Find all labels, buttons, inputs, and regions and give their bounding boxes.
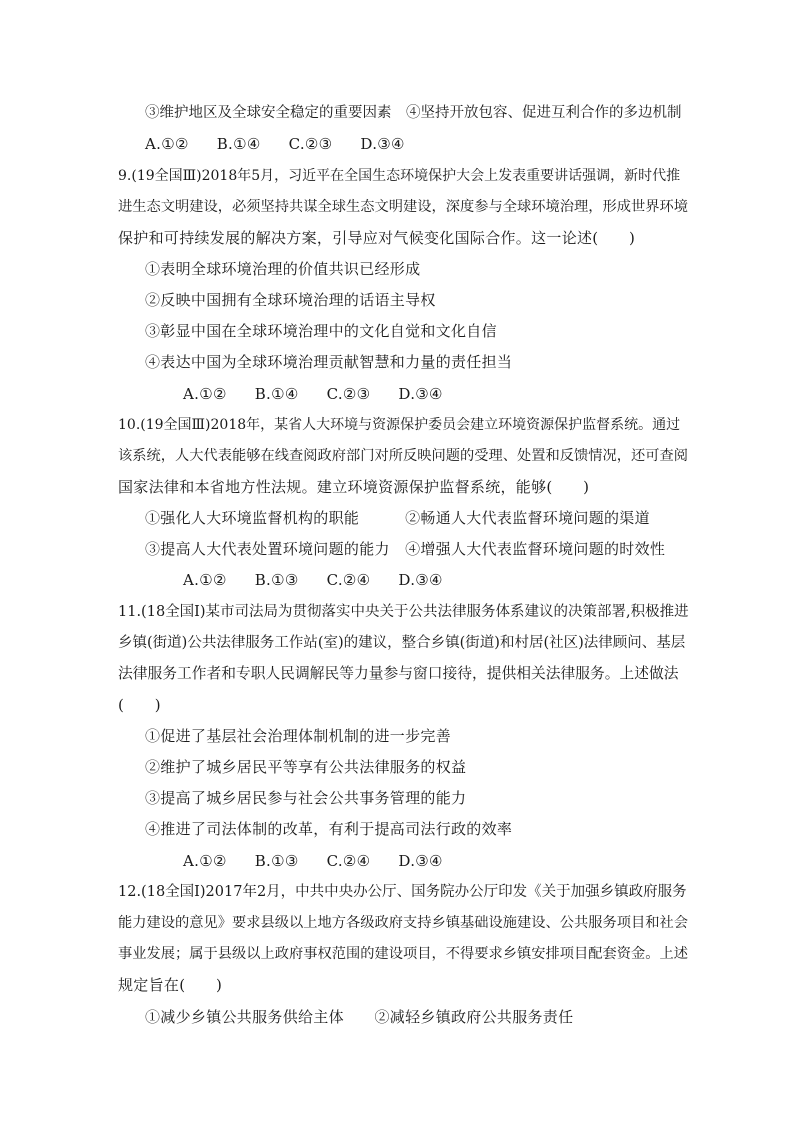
q12-stem-line: 规定旨在( ) bbox=[118, 976, 223, 994]
q8-answer-a: A.①② bbox=[145, 135, 189, 153]
q9-option: ④表达中国为全球环境治理贡献智慧和力量的责任担当 bbox=[145, 353, 513, 371]
q11-answer-d: D.③④ bbox=[398, 852, 443, 870]
q11-answer-row bbox=[183, 851, 471, 871]
q10-answer-a: A.①② bbox=[183, 571, 227, 589]
q9-answer-d: D.③④ bbox=[398, 385, 443, 403]
q10-answer-c: C.②④ bbox=[326, 571, 371, 589]
q12-stem-line: 能力建设的意见》要求县级以上地方各级政府支持乡镇基础设施建设、公共服务项目和社会 bbox=[118, 915, 689, 931]
q11-answer-c: C.②④ bbox=[326, 852, 371, 870]
q12-stem-line: 12.(18全国Ⅰ)2017年2月，中共中央办公厅、国务院办公厅印发《关于加强乡镇政府服务 bbox=[118, 884, 687, 900]
q9-answer-b: B.①④ bbox=[254, 385, 299, 403]
q11-option: ④推进了司法体制的改革，有利于提高司法行政的效率 bbox=[145, 820, 513, 838]
q11-answer-b: B.①③ bbox=[254, 852, 299, 870]
q9-answer-a: A.①② bbox=[183, 385, 227, 403]
q11-answer-a: A.①② bbox=[183, 852, 227, 870]
q11-option: ③提高了城乡居民参与社会公共事务管理的能力 bbox=[145, 789, 467, 807]
q8-answer-row bbox=[145, 134, 433, 154]
q10-stem-line: 该系统，人大代表能够在线查阅政府部门对所反映问题的受理、处置和反馈情况，还可查阅 bbox=[118, 448, 689, 464]
q11-option: ②维护了城乡居民平等享有公共法律服务的权益 bbox=[145, 758, 467, 776]
q10-stem-line: 10.(19全国Ⅲ)2018年，某省人大环境与资源保护委员会建立环境资源保护监督系统。通过 bbox=[118, 417, 681, 433]
q8-answer-c: C.②③ bbox=[288, 135, 333, 153]
q9-option: ①表明全球环境治理的价值共识已经形成 bbox=[145, 260, 421, 278]
q9-answer-c: C.②③ bbox=[326, 385, 371, 403]
q9-stem-line: 保护和可持续发展的解决方案，引导应对气候变化国际合作。这一论述( ) bbox=[118, 229, 636, 247]
q8-answer-b: B.①④ bbox=[216, 135, 261, 153]
q12-option: ①减少乡镇公共服务供给主体 ②减轻乡镇政府公共服务责任 bbox=[145, 1008, 574, 1026]
q8-answer-d: D.③④ bbox=[360, 135, 405, 153]
q9-option: ②反映中国拥有全球环境治理的话语主导权 bbox=[145, 291, 436, 309]
q11-option: ①促进了基层社会治理体制机制的进一步完善 bbox=[145, 727, 452, 745]
q9-stem-line: 9.(19全国Ⅲ)2018年5月，习近平在全国生态环境保护大会上发表重要讲话强调，新时代推 bbox=[118, 168, 681, 184]
q11-stem-line: 法律服务工作者和专职人民调解民等力量参与窗口接待，提供相关法律服务。上述做法 bbox=[118, 665, 679, 682]
q10-option: ①强化人大环境监督机构的职能 ②畅通人大代表监督环境问题的渠道 bbox=[145, 509, 650, 527]
q10-option: ③提高人大代表处置环境问题的能力 ④增强人大代表监督环境问题的时效性 bbox=[145, 540, 666, 558]
q10-answer-d: D.③④ bbox=[398, 571, 443, 589]
q11-stem-line: ( ) bbox=[118, 696, 161, 714]
q10-answer-row bbox=[183, 570, 471, 590]
q12-stem-line: 事业发展；属于县级以上政府事权范围的建设项目，不得要求乡镇安排项目配套资金。上述 bbox=[118, 946, 689, 962]
q10-stem-line: 国家法律和本省地方性法规。建立环境资源保护监督系统，能够( ) bbox=[118, 478, 590, 496]
q9-stem-line: 进生态文明建设，必须坚持共谋全球生态文明建设，深度参与全球环境治理，形成世界环境 bbox=[118, 199, 689, 215]
q11-stem-line: 11.(18全国Ⅰ)某市司法局为贯彻落实中央关于公共法律服务体系建议的决策部署,积极推进 bbox=[118, 604, 689, 620]
q11-stem-line: 乡镇(街道)公共法律服务工作站(室)的建议，整合乡镇(街道)和村居(社区)法律顾问、基层 bbox=[118, 635, 686, 651]
q8-options-line: ③维护地区及全球安全稳定的重要因素 ④坚持开放包容、促进互利合作的多边机制 bbox=[145, 105, 682, 121]
q9-option: ③彰显中国在全球环境治理中的文化自觉和文化自信 bbox=[145, 322, 497, 340]
q10-answer-b: B.①③ bbox=[254, 571, 299, 589]
q9-answer-row bbox=[183, 384, 471, 404]
